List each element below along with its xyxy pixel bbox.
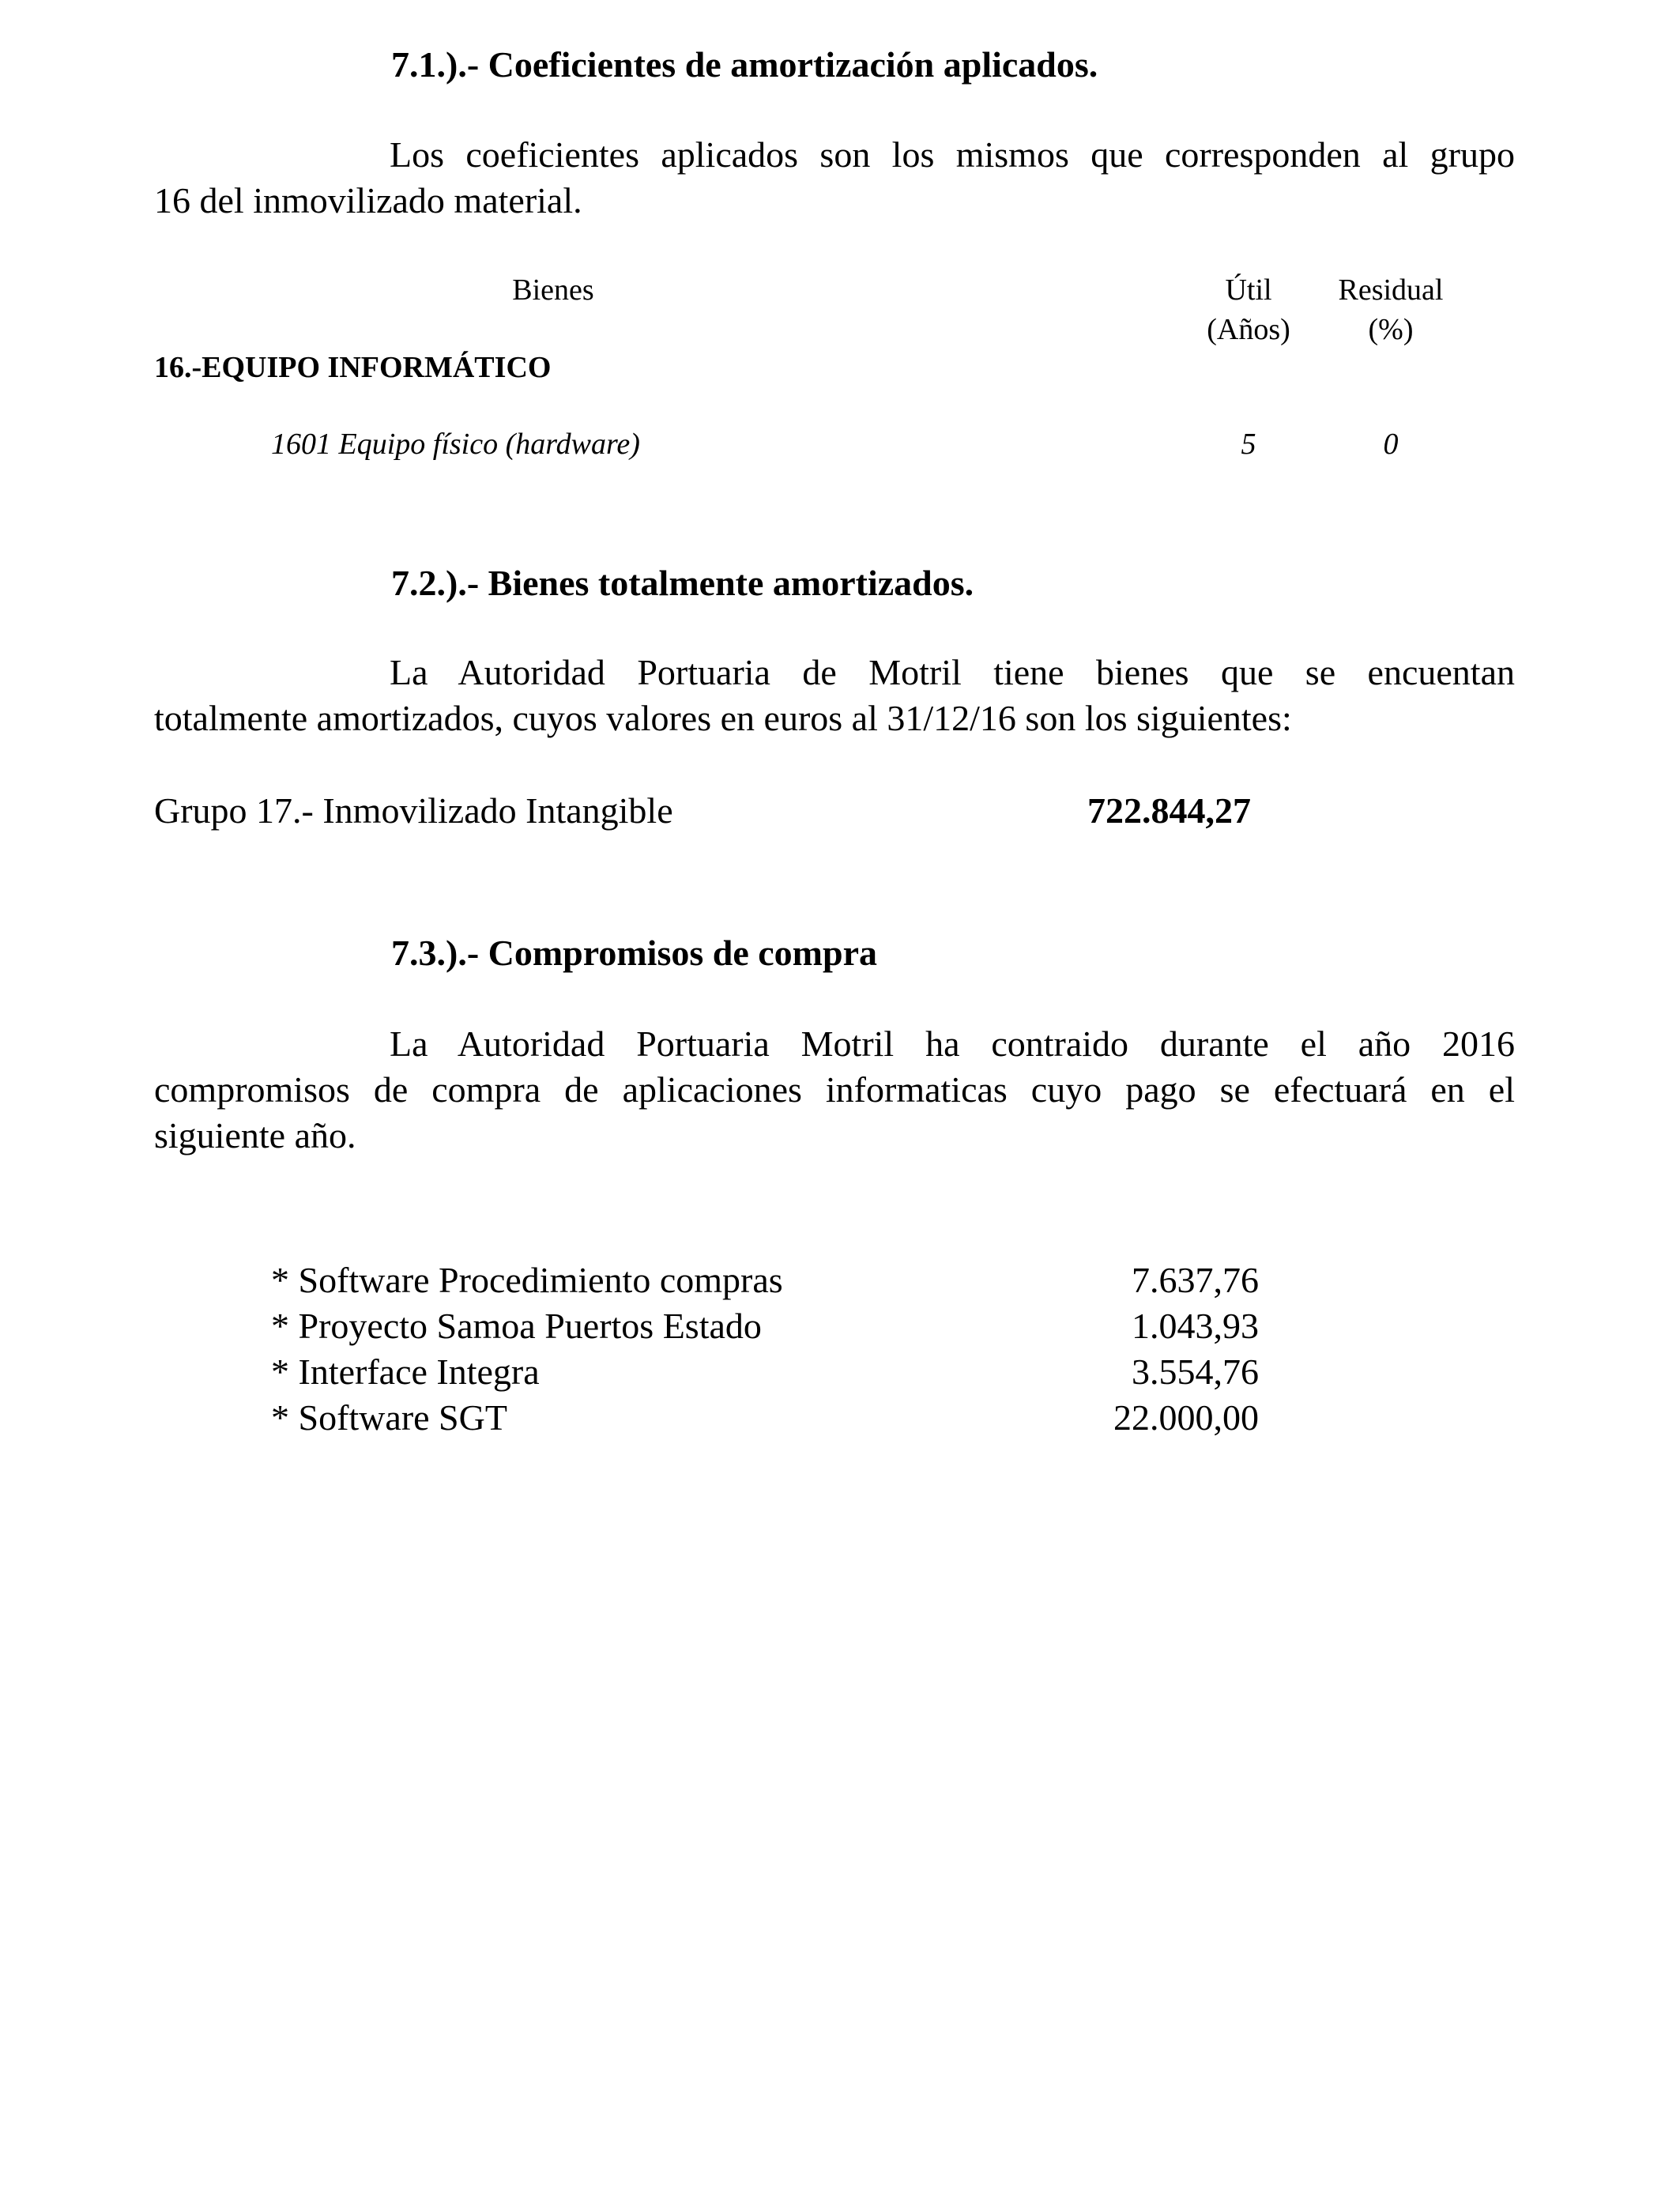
table-header-residual-unit: (%) — [1368, 313, 1414, 346]
table-header-residual: Residual — [1338, 273, 1444, 307]
section-7-2-paragraph — [154, 650, 1515, 741]
section-7-2-heading: 7.2.).- Bienes totalmente amortizados. — [391, 563, 974, 603]
group-17-amount: 722.844,27 — [1087, 790, 1251, 831]
table-row-residual: 0 — [1383, 428, 1399, 461]
table-header-bienes: Bienes — [512, 273, 594, 307]
list-item — [271, 1303, 1259, 1349]
table-group-label: 16.-EQUIPO INFORMÁTICO — [154, 351, 552, 384]
section-7-3-para-line3: siguiente año. — [154, 1115, 356, 1155]
commitment-amount: 3.554,76 — [1132, 1351, 1259, 1392]
list-item — [271, 1395, 1259, 1441]
commitment-label: * Software SGT — [271, 1397, 507, 1438]
table-header-util-unit: (Años) — [1207, 313, 1290, 346]
section-7-2-para-line1: La Autoridad Portuaria de Motril tiene bienes que se encuentan — [390, 652, 1515, 692]
list-item — [271, 1257, 1259, 1303]
section-7-3-para-line2: compromisos de compra de aplicaciones informaticas cuyo pago se efectuará en el — [154, 1069, 1515, 1110]
section-7-1-intro — [154, 132, 1515, 224]
section-7-3-para-line1: La Autoridad Portuaria Motril ha contraido durante el año 2016 — [390, 1023, 1515, 1064]
section-7-2-para-line2: totalmente amortizados, cuyos valores en euros al 31/12/16 son los siguientes: — [154, 698, 1292, 738]
commitment-amount: 22.000,00 — [1113, 1397, 1259, 1438]
commitment-label: * Interface Integra — [271, 1351, 540, 1392]
group-17-label: Grupo 17.- Inmovilizado Intangible — [154, 790, 673, 831]
section-7-1-heading: 7.1.).- Coeficientes de amortización aplicados. — [391, 44, 1098, 85]
commitment-amount: 1.043,93 — [1132, 1306, 1259, 1346]
commitment-label: * Software Procedimiento compras — [271, 1260, 783, 1300]
table-row-item: 1601 Equipo físico (hardware) — [271, 428, 640, 461]
list-item — [271, 1349, 1259, 1395]
section-7-3-heading: 7.3.).- Compromisos de compra — [391, 933, 877, 973]
section-7-3-paragraph — [154, 1021, 1515, 1159]
section-7-1-intro-line1: Los coeficientes aplicados son los mismos que corresponden al grupo — [390, 134, 1515, 175]
section-7-1-intro-line2: 16 del inmovilizado material. — [154, 180, 582, 221]
commitment-label: * Proyecto Samoa Puertos Estado — [271, 1306, 762, 1346]
commitment-amount: 7.637,76 — [1132, 1260, 1259, 1300]
table-row-util: 5 — [1241, 428, 1256, 461]
table-header-util: Útil — [1225, 273, 1272, 307]
